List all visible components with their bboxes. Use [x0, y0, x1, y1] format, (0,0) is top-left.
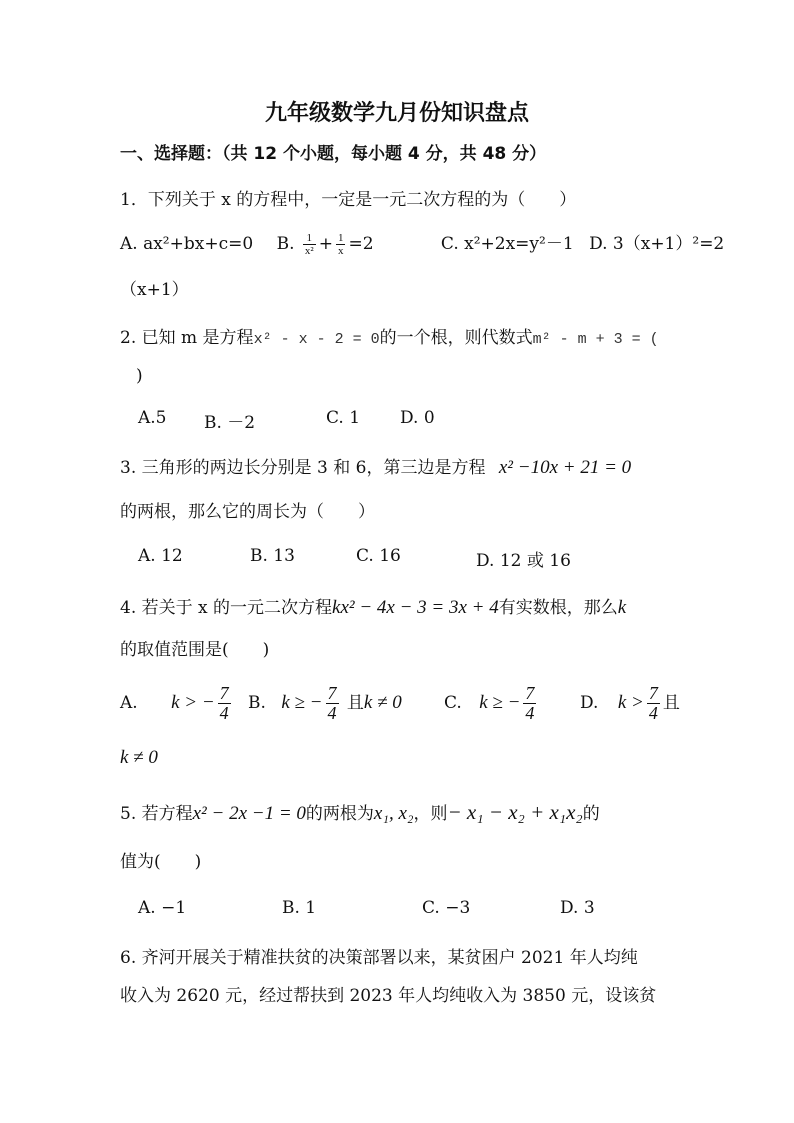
q5-stem-b: 的两根为 — [305, 804, 374, 824]
q3-stem-b: 的两根，那么它的周长为（ ） — [120, 502, 375, 522]
question-6-line-1: 6. 齐河开展关于精准扶贫的决策部署以来，某贫困户 2021 年人均纯 — [120, 948, 638, 968]
q2-stem-continued: ) — [136, 366, 143, 386]
q4-stem-c: 的取值范围是( ) — [120, 640, 270, 660]
q5-stem-c: ，则 — [413, 804, 448, 824]
page-title: 九年级数学九月份知识盘点 — [264, 101, 529, 126]
section-heading: 一、选择题：（共 12 个小题，每小题 4 分，共 48 分） — [120, 144, 547, 164]
q5-expression: − x₁ − x₂ + x₁x₂ — [447, 800, 583, 824]
q4-frac-a: $\frac{7}{4}$ — [219, 683, 229, 723]
q1-option-b-rest: =2 — [348, 234, 374, 254]
q1-option-a: A. ax²+bx+c=0 — [120, 234, 254, 254]
question-4-stem — [120, 596, 626, 620]
q5-option-c: C. −3 — [422, 898, 471, 918]
q5-stem-d: 的 — [582, 804, 600, 824]
q5-option-a: A. −1 — [138, 898, 187, 918]
question-3-stem — [120, 456, 631, 480]
q4-options: A. k > − $\frac{7}{4}$ — [120, 683, 229, 723]
q4-frac-c: $\frac{7}{4}$ — [525, 683, 535, 723]
q2-stem-b: 的一个根，则代数式 — [379, 328, 533, 348]
q5-stem-a: 5. 若方程 — [120, 804, 193, 824]
q1-option-d: D. 3（x+1）²=2 — [589, 234, 725, 254]
q4-option-a-label: A. — [120, 693, 138, 713]
q2-equation: x² - x - 2 = 0 — [253, 331, 380, 348]
q1-frac-1-over-x2: $\frac{1}{\text{x²}}$ — [304, 232, 314, 257]
q5-option-b: B. 1 — [282, 898, 317, 918]
question-5-stem — [120, 800, 600, 826]
q2-option-b: B. －2 — [204, 413, 256, 433]
q4-option-d-label: D. — [580, 693, 599, 713]
q4-and-b: 且 — [346, 693, 364, 713]
q3-option-c: C. 16 — [356, 546, 401, 566]
q4-option-b-label: B. — [248, 693, 266, 713]
q3-stem-a: 3. 三角形的两边长分别是 3 和 6，第三边是方程 — [120, 458, 486, 478]
q1-option-b-label: B. — [276, 234, 295, 254]
q4-k-ne-0-b: k ≠ 0 — [363, 692, 402, 713]
question-1-stem: 1．下列关于 x 的方程中，一定是一元二次方程的为（ ） — [120, 190, 577, 210]
q2-option-c: C. 1 — [326, 408, 361, 428]
q4-and-d: 且 — [662, 693, 680, 713]
q3-equation: x² −10x + 21 = 0 — [498, 457, 632, 478]
q2-option-d: D. 0 — [400, 408, 435, 428]
q2-option-a: A.5 — [138, 408, 167, 428]
q4-option-d: D. k > $\frac{7}{4}$ 且 — [580, 683, 680, 723]
q2-expression: m² - m + 3 = ( — [532, 331, 659, 348]
q3-option-b: B. 13 — [250, 546, 295, 566]
q5-option-d: D. 3 — [560, 898, 595, 918]
q4-stem-b: 有实数根，那么 — [498, 598, 618, 618]
q1-frac-1-over-x: $\frac{1}{x}$ — [337, 232, 344, 257]
q3-option-a: A. 12 — [138, 546, 183, 566]
q1-option-d-continued: （x+1） — [120, 280, 189, 300]
q4-frac-d: $\frac{7}{4}$ — [648, 683, 658, 723]
q4-option-d-k-ne-0: k ≠ 0 — [120, 747, 158, 768]
q4-equation: kx² − 4x − 3 = 3x + 4 — [332, 597, 499, 618]
q4-frac-b: $\frac{7}{4}$ — [327, 683, 337, 723]
question-1-options: A. ax²+bx+c=0 B. $\frac{1}{\text{x²}}$ + $\frac{1}{x}$ =2 C. x²+2x=y²－1 D. 3（x+1）²=2 — [120, 232, 725, 257]
q4-k: k — [617, 597, 627, 618]
q5-roots: x₁, x₂ — [373, 803, 414, 824]
q4-option-c-label: C. — [444, 693, 462, 713]
q3-option-d: D. 12 或 16 — [476, 551, 571, 571]
q1-option-c: C. x²+2x=y²－1 — [440, 234, 574, 254]
q5-stem-e: 值为( ) — [120, 852, 202, 872]
q4-stem-a: 4. 若关于 x 的一元二次方程 — [120, 598, 333, 618]
q4-option-c: C. k ≥ − $\frac{7}{4}$ — [444, 683, 535, 723]
q4-option-b: B. k ≥ − $\frac{7}{4}$ 且k ≠ 0 — [248, 683, 402, 723]
question-6-line-2: 收入为 2620 元，经过帮扶到 2023 年人均纯收入为 3850 元，设该贫 — [120, 986, 657, 1006]
question-2-stem — [120, 326, 659, 352]
q5-equation: x² − 2x −1 = 0 — [192, 803, 306, 824]
q2-stem-a: 2. 已知 m 是方程 — [120, 328, 254, 348]
